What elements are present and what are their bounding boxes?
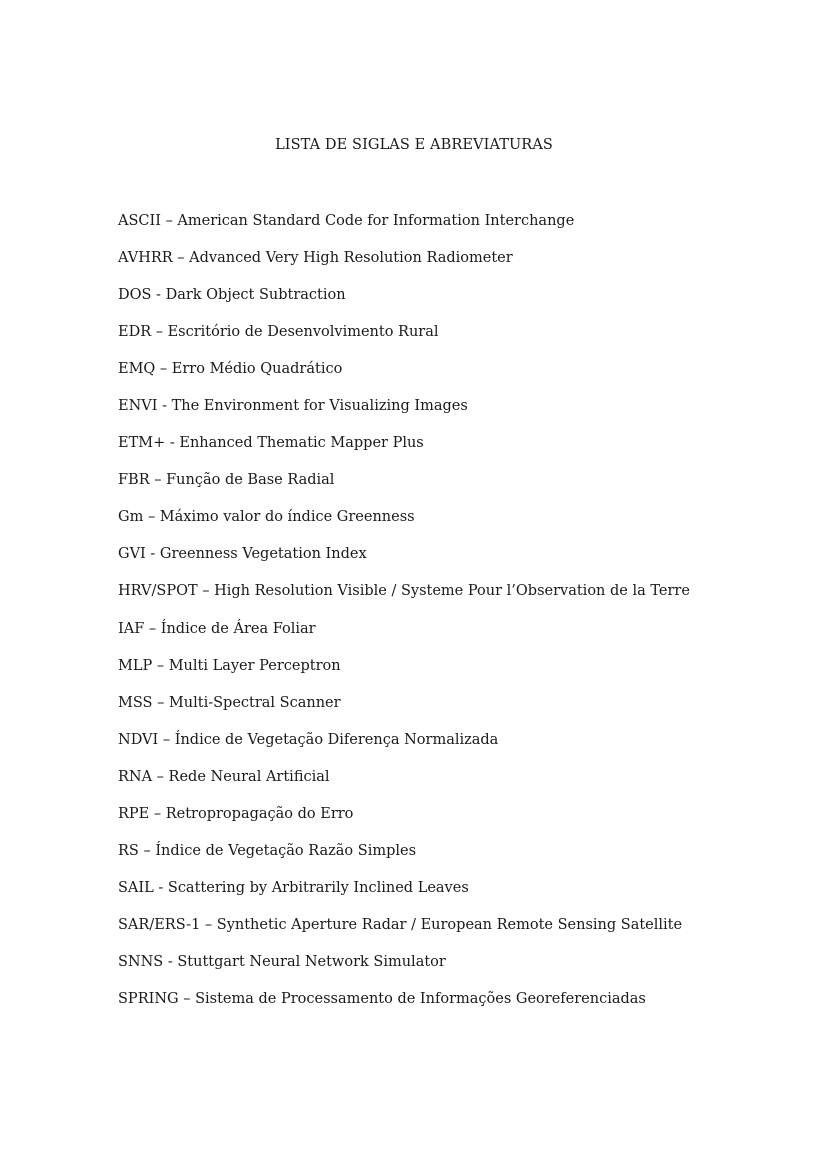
list-item: HRV/SPOT – High Resolution Visible / Systeme Pour l’Observation de la Terre — [118, 583, 690, 600]
list-item: IAF – Índice de Área Foliar — [118, 620, 316, 637]
list-item: FBR – Função de Base Radial — [118, 472, 335, 489]
abbreviation-list — [118, 211, 798, 1026]
list-item: NDVI – Índice de Vegetação Diferença Normalizada — [118, 731, 499, 748]
list-item: GVI - Greenness Vegetation Index — [118, 546, 367, 563]
list-item: Gm – Máximo valor do índice Greenness — [118, 509, 415, 526]
list-item: AVHRR – Advanced Very High Resolution Radiometer — [118, 250, 513, 267]
list-item: RNA – Rede Neural Artificial — [118, 768, 330, 785]
list-item: SAIL - Scattering by Arbitrarily Inclined Leaves — [118, 879, 469, 896]
list-item: EDR – Escritório de Desenvolvimento Rural — [118, 324, 439, 341]
list-item: ASCII – American Standard Code for Information Interchange — [118, 213, 575, 229]
list-item: MSS – Multi-Spectral Scanner — [118, 694, 341, 711]
list-item: ETM+ - Enhanced Thematic Mapper Plus — [118, 435, 424, 452]
list-item: EMQ – Erro Médio Quadrático — [118, 361, 343, 378]
list-item: DOS - Dark Object Subtraction — [118, 287, 346, 304]
list-item: ENVI - The Environment for Visualizing Images — [118, 398, 468, 415]
list-item: SPRING – Sistema de Processamento de Informações Georeferenciadas — [118, 990, 646, 1007]
list-item: MLP – Multi Layer Perceptron — [118, 657, 341, 674]
list-item: RS – Índice de Vegetação Razão Simples — [118, 842, 417, 859]
list-item: SNNS - Stuttgart Neural Network Simulator — [118, 953, 446, 970]
list-item: RPE – Retropropagação do Erro — [118, 805, 354, 822]
page-title: LISTA DE SIGLAS E ABREVIATURAS — [275, 137, 553, 153]
list-item: SAR/ERS-1 – Synthetic Aperture Radar / European Remote Sensing Satellite — [118, 916, 683, 933]
